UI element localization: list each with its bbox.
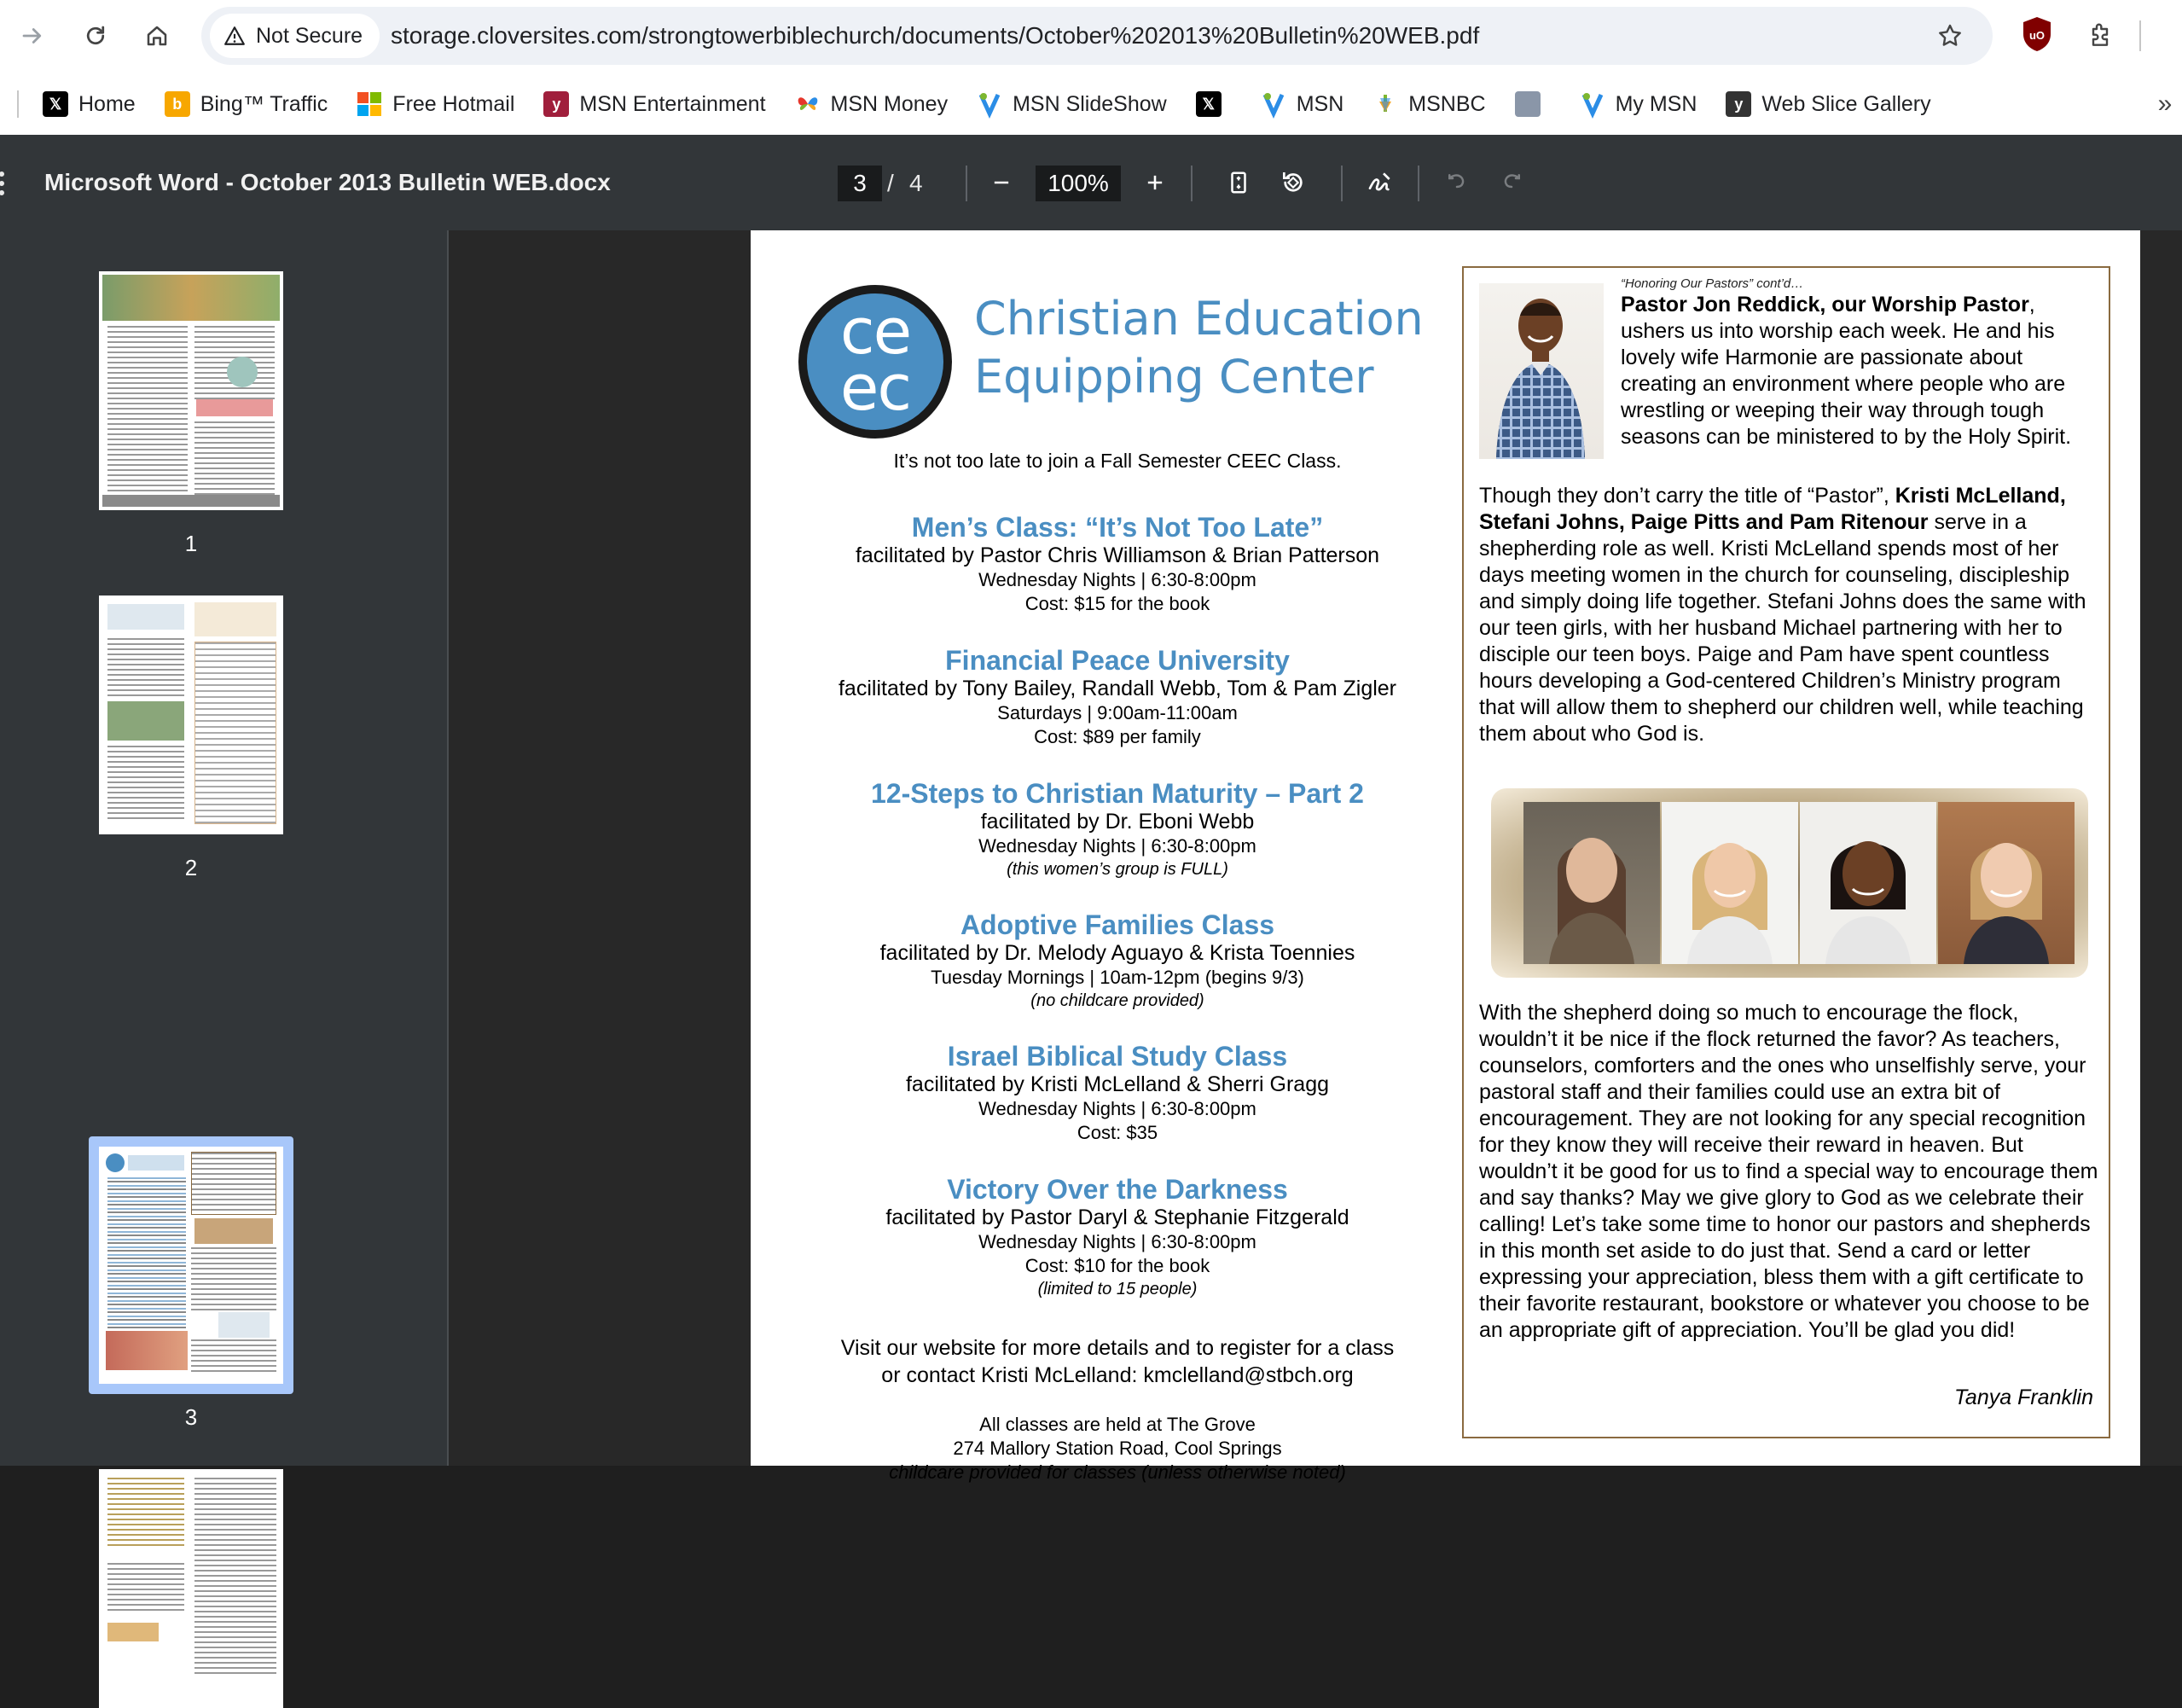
location-line: All classes are held at The Grove	[979, 1414, 1256, 1435]
class-entry	[785, 909, 1450, 1012]
para-rest: serve in a shepherding role as well. Kristi McLelland spends most of her days meeting women in the church for counseling, discipleship and simply doing life together. Stefani Johns does the same with our teen girls, with her husband Michael partnering with her to disciple our teen boys. Paige and Pam have spent countless hours developing a God-centered Children’s Ministry program that will allow them to shepherd our children well, while teaching them about who God is.	[1479, 510, 2086, 746]
website-line: Visit our website for more details and to register for a class	[840, 1336, 1395, 1360]
zoom-input[interactable]: 100%	[1036, 166, 1121, 201]
author-signature: Tanya Franklin	[1953, 1386, 2093, 1409]
toolbar-divider	[2139, 20, 2141, 51]
pastor-photo	[1479, 283, 1604, 459]
class-schedule: Wednesday Nights | 6:30-8:00pm	[978, 569, 1256, 590]
thumbnail-image	[196, 399, 273, 416]
bookmark-label: MSN Money	[830, 91, 949, 116]
page-thumbnail-4[interactable]	[99, 1469, 283, 1708]
thumbnail-sidebar	[0, 230, 447, 1466]
url-bar-row	[0, 0, 2182, 72]
draw-icon	[1367, 169, 1394, 196]
thumbnail-footer	[102, 495, 280, 507]
class-schedule: Tuesday Mornings | 10am-12pm (begins 9/3)	[931, 967, 1304, 988]
fit-page-icon	[1226, 170, 1251, 195]
thumbnail-text	[191, 1339, 276, 1374]
zoom-in-button[interactable]	[1135, 162, 1175, 203]
page-total: 4	[909, 170, 923, 196]
fit-page-button[interactable]	[1218, 162, 1259, 203]
bookmark-label: MSNBC	[1408, 91, 1486, 116]
page-separator: /	[887, 170, 894, 196]
thumbnail-number: 2	[184, 855, 198, 880]
thumbnail-image	[106, 1331, 188, 1370]
bookmark-free-hotmail[interactable]	[357, 91, 514, 117]
class-facilitators: facilitated by Dr. Melody Aguayo & Krista Toennies	[879, 941, 1355, 965]
address-line: 274 Mallory Station Road, Cool Springs	[953, 1438, 1282, 1459]
toolbar-divider	[1341, 166, 1343, 201]
ceec-heading	[974, 290, 1424, 406]
bookmark-bing-traffic[interactable]	[165, 91, 328, 117]
warning-icon	[223, 25, 246, 47]
bookmark-msn-slideshow[interactable]	[977, 91, 1167, 117]
pdf-page-3	[751, 230, 2140, 1483]
encouragement-paragraph: With the shepherd doing so much to encourage the flock, wouldn’t it be nice if the flock returned the favor? As teachers, counselors, comforters and the ones who unselfishly serve, your pastoral staff and their families could use an extra bit of encouragement. They are not looking for any special recognition for they know they will receive their reward in heaven. But wouldn’t it be good for us to find a special way to encourage them and say thanks? May we give glory to God as we celebrate their calling! Let’s take some time to honor our pastors and shepherds in this month set aside to do just that. Send a card or letter expressing your appreciation, bless them with a gift certificate to their favorite restaurant, bookstore or whatever you choose to be an appropriate gift of appreciation. You’ll be glad you did!	[1479, 1001, 2098, 1342]
redo-icon	[1499, 170, 1524, 195]
thumbnail-number: 1	[184, 531, 198, 556]
url-text[interactable]: storage.cloversites.com/strongtowerbiblechurch/documents/October%202013%20Bulletin%20WEB.pdf	[391, 22, 1480, 49]
home-icon	[144, 23, 170, 49]
thumbnail-banner	[102, 275, 280, 321]
bookmark-x[interactable]	[1196, 91, 1232, 117]
para-intro: Though they don’t carry the title of “Pastor”,	[1479, 484, 1895, 508]
ublock-shield-icon	[2020, 15, 2054, 53]
undo-icon	[1444, 170, 1470, 195]
class-entry	[785, 1174, 1450, 1300]
bookmark-label: MSN	[1296, 91, 1344, 116]
bookmark-label: MSN SlideShow	[1013, 91, 1167, 116]
document-title: Microsoft Word - October 2013 Bulletin WEB.docx	[44, 169, 611, 195]
heading-line-2: Equipping Center	[974, 350, 1374, 404]
website-info	[785, 1334, 1450, 1389]
class-facilitators: facilitated by Pastor Daryl & Stephanie Fitzgerald	[885, 1205, 1349, 1229]
arrow-right-icon	[20, 23, 45, 49]
class-facilitators: facilitated by Pastor Chris Williamson & Brian Patterson	[855, 543, 1380, 567]
peacock-icon	[1372, 91, 1398, 117]
thumbnail-text	[194, 642, 276, 824]
windows-logo-icon	[357, 91, 382, 117]
reload-icon	[83, 23, 108, 49]
class-note: (no childcare provided)	[1030, 991, 1204, 1010]
class-facilitators: facilitated by Tony Bailey, Randall Webb, Tom & Pam Zigler	[838, 677, 1397, 700]
thumbnail-image	[218, 1312, 270, 1338]
undo-button[interactable]	[1436, 162, 1477, 203]
security-label: Not Secure	[256, 23, 363, 48]
class-facilitators: facilitated by Dr. Eboni Webb	[980, 810, 1255, 834]
annotate-button[interactable]	[1360, 162, 1401, 203]
portrait-photo	[1523, 802, 1660, 964]
thumbnail-text	[191, 1247, 276, 1310]
class-entry	[785, 645, 1450, 749]
page-thumbnail-3[interactable]	[99, 1147, 283, 1384]
class-cost: Cost: $15 for the book	[1024, 593, 1210, 614]
msn-icon	[1580, 91, 1605, 117]
page-thumbnail-2[interactable]	[99, 595, 283, 834]
rotate-icon	[1280, 169, 1307, 196]
bookmarks-divider	[17, 90, 19, 118]
class-schedule: Wednesday Nights | 6:30-8:00pm	[978, 1098, 1256, 1119]
puzzle-icon	[2086, 22, 2114, 49]
redo-button[interactable]	[1491, 162, 1532, 203]
bookmark-msn[interactable]	[1261, 91, 1344, 117]
bookmark-label: My MSN	[1615, 91, 1697, 116]
page-icon	[1515, 91, 1541, 117]
portrait-photo	[1800, 802, 1936, 964]
thumbnail-heading	[128, 1155, 184, 1171]
pastor-paragraph	[1621, 292, 2098, 450]
childcare-note: childcare provided for classes (unless otherwise noted)	[889, 1461, 1346, 1483]
bookmark-label: Web Slice Gallery	[1761, 91, 1931, 116]
thumbnail-text	[194, 1478, 276, 1674]
thumbnail-image	[107, 701, 184, 741]
web-slice-icon: y	[1726, 91, 1751, 117]
portrait-photo	[1662, 802, 1798, 964]
toolbar-divider	[966, 166, 967, 201]
bookmark-label: Bing™ Traffic	[200, 91, 328, 116]
thumbnail-logo	[106, 1153, 125, 1172]
thumbnail-text	[107, 638, 184, 698]
bookmark-msn-money[interactable]	[795, 91, 949, 117]
intro-text: It’s not too late to join a Fall Semester CEEC Class.	[893, 450, 1342, 472]
minus-icon	[989, 171, 1013, 195]
bookmark-my-msn[interactable]	[1580, 91, 1697, 117]
toolbar-divider	[1191, 166, 1193, 201]
class-title: Financial Peace University	[945, 645, 1290, 676]
toolbar-divider	[1418, 166, 1419, 201]
class-cost: Cost: $35	[1076, 1122, 1158, 1143]
pastor-text: , ushers us into worship each week. He and his lovely wife Harmonie are passionate about creating an environment where people who are wrestling or weeping their way through tough seasons can be ministered to by the Holy Spirit.	[1621, 293, 2072, 449]
logo-text-bottom: ec	[839, 351, 911, 425]
continued-label: “Honoring Our Pastors” cont’d…	[1621, 276, 1804, 291]
bookmark-label: MSN Entertainment	[579, 91, 766, 116]
x-logo-icon: 𝕏	[43, 91, 68, 117]
class-note: (this women’s group is FULL)	[1007, 860, 1228, 879]
contact-line: or contact Kristi McLelland: kmclelland@stbch.org	[881, 1363, 1354, 1387]
class-schedule: Wednesday Nights | 6:30-8:00pm	[978, 1231, 1256, 1252]
class-title: Israel Biblical Study Class	[947, 1041, 1288, 1072]
extensions-button[interactable]	[2081, 17, 2119, 55]
msn-entertainment-icon: y	[543, 91, 569, 117]
thumbnail-text	[191, 1152, 276, 1215]
page-thumbnail-1[interactable]	[99, 271, 283, 510]
thumbnail-image	[227, 357, 258, 387]
class-entry	[785, 1041, 1450, 1145]
location-info	[785, 1413, 1450, 1484]
zoom-out-button[interactable]	[981, 162, 1022, 203]
page-number-input[interactable]: 3	[838, 166, 882, 201]
shepherds-paragraph	[1479, 483, 2102, 747]
ublock-extension-button[interactable]	[2020, 15, 2054, 53]
bookmark-generic[interactable]	[1515, 91, 1551, 117]
msn-icon	[1261, 91, 1286, 117]
svg-text:uO: uO	[2028, 29, 2046, 42]
class-title: Men’s Class: “It’s Not Too Late”	[911, 512, 1324, 543]
pdf-viewport[interactable]	[449, 230, 2182, 1483]
class-cost: Cost: $89 per family	[1034, 726, 1201, 747]
class-schedule: Saturdays | 9:00am-11:00am	[997, 702, 1238, 723]
forward-button[interactable]	[14, 17, 51, 55]
thumbnail-text	[107, 1177, 186, 1348]
butterfly-icon	[795, 91, 821, 117]
browser-chrome	[0, 0, 2182, 135]
ceec-logo	[798, 285, 952, 439]
shepherd-names: Kristi McLelland, Stefani Johns, Paige Pitts and Pam Ritenour	[1479, 484, 2066, 534]
reload-button[interactable]	[77, 17, 114, 55]
home-button[interactable]	[138, 17, 176, 55]
bookmark-msn-entertainment[interactable]	[543, 91, 765, 117]
class-cost: Cost: $10 for the book	[1024, 1255, 1210, 1276]
class-note: (limited to 15 people)	[1037, 1280, 1198, 1298]
thumbnail-text	[194, 421, 275, 497]
thumbnail-text	[107, 1563, 184, 1614]
class-schedule: Wednesday Nights | 6:30-8:00pm	[978, 835, 1256, 857]
honoring-pastors-box	[1462, 266, 2110, 1438]
class-facilitators: facilitated by Kristi McLelland & Sherri Gragg	[905, 1072, 1330, 1096]
thumbnail-text	[107, 1478, 184, 1546]
class-title: Victory Over the Darkness	[947, 1174, 1288, 1205]
bookmark-home[interactable]	[43, 91, 136, 117]
bookmark-label: Free Hotmail	[392, 91, 515, 116]
thumbnail-banner	[194, 602, 276, 636]
class-entry	[785, 512, 1450, 616]
pastor-name: Pastor Jon Reddick, our Worship Pastor	[1621, 293, 2029, 317]
bookmarks-overflow-button[interactable]: »	[2157, 90, 2173, 118]
bing-icon: b	[165, 91, 190, 117]
x-logo-icon: 𝕏	[1196, 91, 1222, 117]
thumbnail-text	[107, 746, 184, 822]
sidebar-menu-icon[interactable]	[0, 169, 9, 198]
thumbnail-text	[107, 326, 188, 497]
thumbnail-image	[107, 1623, 159, 1641]
women-photo-collage	[1491, 788, 2088, 978]
bookmark-star-button[interactable]	[1931, 17, 1969, 55]
bookmark-web-slice-gallery[interactable]	[1726, 91, 1930, 117]
thumbnail-image	[194, 1218, 273, 1244]
star-icon	[1936, 22, 1964, 49]
heading-line-1: Christian Education	[974, 292, 1424, 346]
msn-icon	[977, 91, 1002, 117]
class-entry	[785, 778, 1450, 880]
plus-icon	[1143, 171, 1167, 195]
bookmark-label: Home	[78, 91, 136, 116]
class-title: Adoptive Families Class	[960, 909, 1275, 940]
thumbnail-banner	[107, 604, 184, 630]
rotate-button[interactable]	[1273, 162, 1314, 203]
class-list-column	[785, 449, 1450, 1484]
thumbnail-number: 3	[184, 1404, 198, 1430]
bookmarks-bar	[0, 82, 2182, 126]
security-chip[interactable]	[210, 14, 380, 58]
portrait-photo	[1938, 802, 2075, 964]
pdf-toolbar	[0, 135, 2182, 230]
address-bar[interactable]	[201, 7, 1993, 65]
bookmark-msnbc[interactable]	[1372, 91, 1485, 117]
class-title: 12-Steps to Christian Maturity – Part 2	[871, 778, 1364, 809]
logo-text-top: ce	[839, 295, 911, 369]
